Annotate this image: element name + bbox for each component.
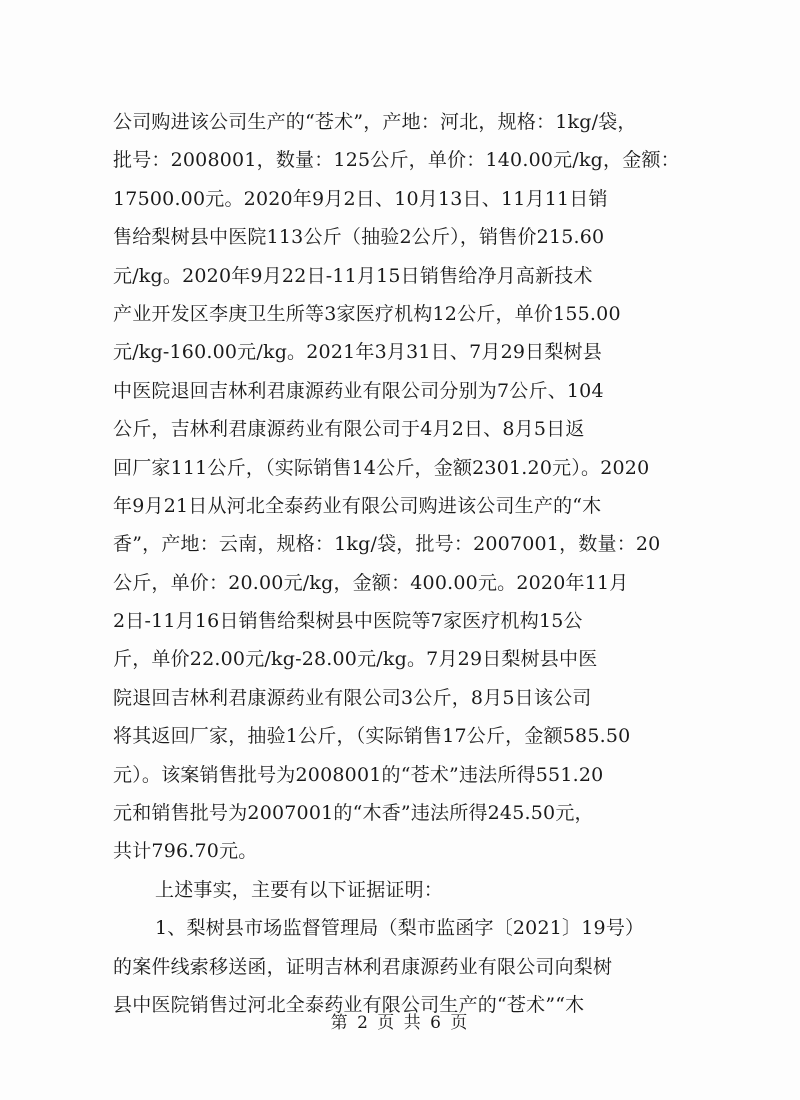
text-line: 共计796.70元。 (113, 840, 258, 863)
evidence-item: 1、梨树县市场监督管理局（梨市监函字〔2021〕19号） (155, 917, 645, 940)
text-line: 斤，单价22.00元/kg-28.00元/kg。7月29日梨树县中医 (113, 648, 598, 671)
text-line: 中医院退回吉林利君康源药业有限公司分别为7公斤、104 (113, 379, 604, 402)
text-line: 县中医院销售过河北全泰药业有限公司生产的“苍术”“木 (113, 993, 585, 1016)
text-line: 元/kg。2020年9月22日-11月15日销售给净月高新技术 (113, 264, 593, 287)
text-line: 公司购进该公司生产的“苍术”，产地：河北，规格：1kg/袋， (113, 111, 637, 133)
text-line: 公斤，吉林利君康源药业有限公司于4月2日、8月5日返 (113, 418, 585, 441)
text-line: 17500.00元。2020年9月2日、10月13日、11月11日销 (113, 187, 608, 210)
text-line: 公斤，单价：20.00元/kg，金额：400.00元。2020年11月 (113, 571, 629, 594)
text-line: 回厂家111公斤，（实际销售14公斤，金额2301.20元）。2020 (113, 456, 650, 479)
text-line: 年9月21日从河北全泰药业有限公司购进该公司生产的“木 (113, 494, 602, 517)
text-line: 将其返回厂家，抽验1公斤，（实际销售17公斤，金额585.50 (113, 725, 631, 748)
text-line: 2日-11月16日销售给梨树县中医院等7家医疗机构15公 (113, 610, 583, 633)
text-line: 产业开发区李庚卫生所等3家医疗机构12公斤，单价155.00 (113, 302, 621, 325)
document-body (113, 103, 713, 1024)
text-line: 批号：2008001，数量：125公斤，单价：140.00元/kg，金额： (113, 149, 680, 172)
text-line: 的案件线索移送函，证明吉林利君康源药业有限公司向梨树 (113, 955, 613, 978)
text-line: 元/kg-160.00元/kg。2021年3月31日、7月29日梨树县 (113, 341, 602, 364)
text-line: 香”，产地：云南，规格：1kg/袋，批号：2007001，数量：20 (113, 533, 661, 556)
text-line: 院退回吉林利君康源药业有限公司3公斤，8月5日该公司 (113, 686, 592, 709)
text-line: 元和销售批号为2007001的“木香”违法所得245.50元， (113, 802, 594, 825)
page-number-footer: 第 2 页 共 6 页 (330, 1013, 470, 1033)
text-line: 售给梨树县中医院113公斤（抽验2公斤），销售价215.60 (113, 226, 605, 249)
evidence-heading: 上述事实，主要有以下证据证明： (155, 878, 444, 901)
text-line: 元）。该案销售批号为2008001的“苍术”违法所得551.20 (113, 763, 604, 786)
